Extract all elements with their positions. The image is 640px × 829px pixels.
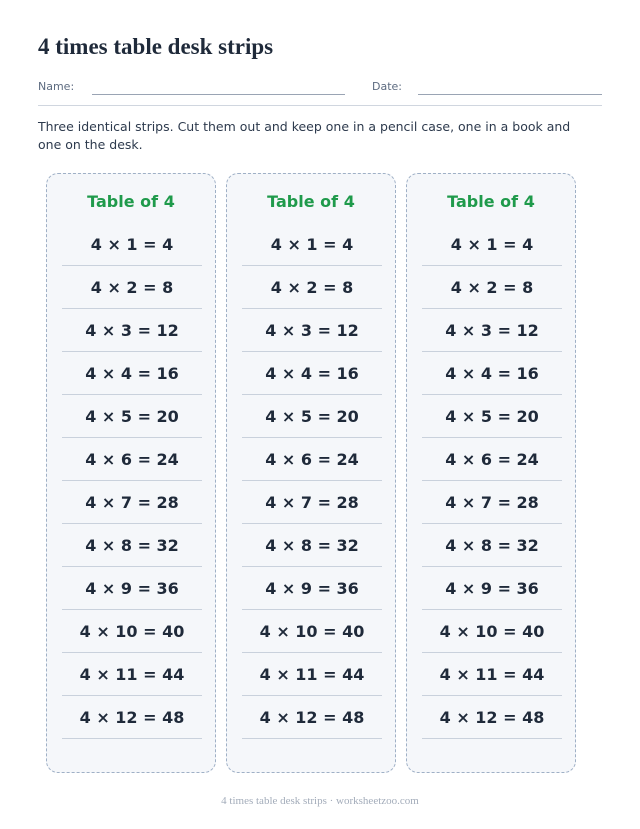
date-label: Date: xyxy=(372,80,402,93)
strip-title: Table of 4 xyxy=(87,192,175,211)
fact-row: 4 × 2 = 8 xyxy=(62,267,202,309)
fact-row: 4 × 10 = 40 xyxy=(62,611,202,653)
name-label: Name: xyxy=(38,80,75,93)
strip-title: Table of 4 xyxy=(267,192,355,211)
desk-strip-2 xyxy=(226,173,396,773)
fact-row: 4 × 5 = 20 xyxy=(242,396,382,438)
fact-row: 4 × 3 = 12 xyxy=(422,310,562,352)
fact-row: 4 × 12 = 48 xyxy=(62,697,202,739)
fact-row: 4 × 2 = 8 xyxy=(422,267,562,309)
fact-row: 4 × 9 = 36 xyxy=(422,568,562,610)
fact-row: 4 × 7 = 28 xyxy=(422,482,562,524)
instructions-text: Three identical strips. Cut them out and keep one in a pencil case, one in a book and one on the desk. xyxy=(38,119,571,152)
fact-row: 4 × 11 = 44 xyxy=(242,654,382,696)
fact-row: 4 × 2 = 8 xyxy=(242,267,382,309)
name-date-row xyxy=(38,80,602,98)
fact-row: 4 × 8 = 32 xyxy=(62,525,202,567)
desk-strip-3 xyxy=(406,173,576,773)
fact-row: 4 × 1 = 4 xyxy=(62,224,202,266)
fact-row: 4 × 6 = 24 xyxy=(422,439,562,481)
name-field-line[interactable] xyxy=(92,94,345,95)
fact-row: 4 × 8 = 32 xyxy=(242,525,382,567)
fact-row: 4 × 4 = 16 xyxy=(242,353,382,395)
fact-row: 4 × 6 = 24 xyxy=(242,439,382,481)
fact-row: 4 × 10 = 40 xyxy=(242,611,382,653)
fact-row: 4 × 12 = 48 xyxy=(422,697,562,739)
page-title: 4 times table desk strips xyxy=(38,34,274,59)
page-footer: 4 times table desk strips · worksheetzoo.com xyxy=(221,795,419,807)
fact-row: 4 × 10 = 40 xyxy=(422,611,562,653)
fact-row: 4 × 4 = 16 xyxy=(422,353,562,395)
desk-strip-1 xyxy=(46,173,216,773)
fact-row: 4 × 1 = 4 xyxy=(242,224,382,266)
fact-row: 4 × 8 = 32 xyxy=(422,525,562,567)
fact-row: 4 × 5 = 20 xyxy=(62,396,202,438)
strip-title: Table of 4 xyxy=(447,192,535,211)
fact-row: 4 × 1 = 4 xyxy=(422,224,562,266)
fact-row: 4 × 3 = 12 xyxy=(62,310,202,352)
fact-row: 4 × 12 = 48 xyxy=(242,697,382,739)
fact-row: 4 × 5 = 20 xyxy=(422,396,562,438)
fact-row: 4 × 7 = 28 xyxy=(62,482,202,524)
header-divider xyxy=(38,105,602,106)
fact-row: 4 × 6 = 24 xyxy=(62,439,202,481)
fact-list xyxy=(62,224,202,740)
fact-list xyxy=(422,224,562,740)
fact-row: 4 × 7 = 28 xyxy=(242,482,382,524)
fact-row: 4 × 4 = 16 xyxy=(62,353,202,395)
date-field-line[interactable] xyxy=(418,94,602,95)
fact-row: 4 × 11 = 44 xyxy=(422,654,562,696)
fact-row: 4 × 11 = 44 xyxy=(62,654,202,696)
fact-row: 4 × 3 = 12 xyxy=(242,310,382,352)
fact-row: 4 × 9 = 36 xyxy=(62,568,202,610)
fact-row: 4 × 9 = 36 xyxy=(242,568,382,610)
fact-list xyxy=(242,224,382,740)
